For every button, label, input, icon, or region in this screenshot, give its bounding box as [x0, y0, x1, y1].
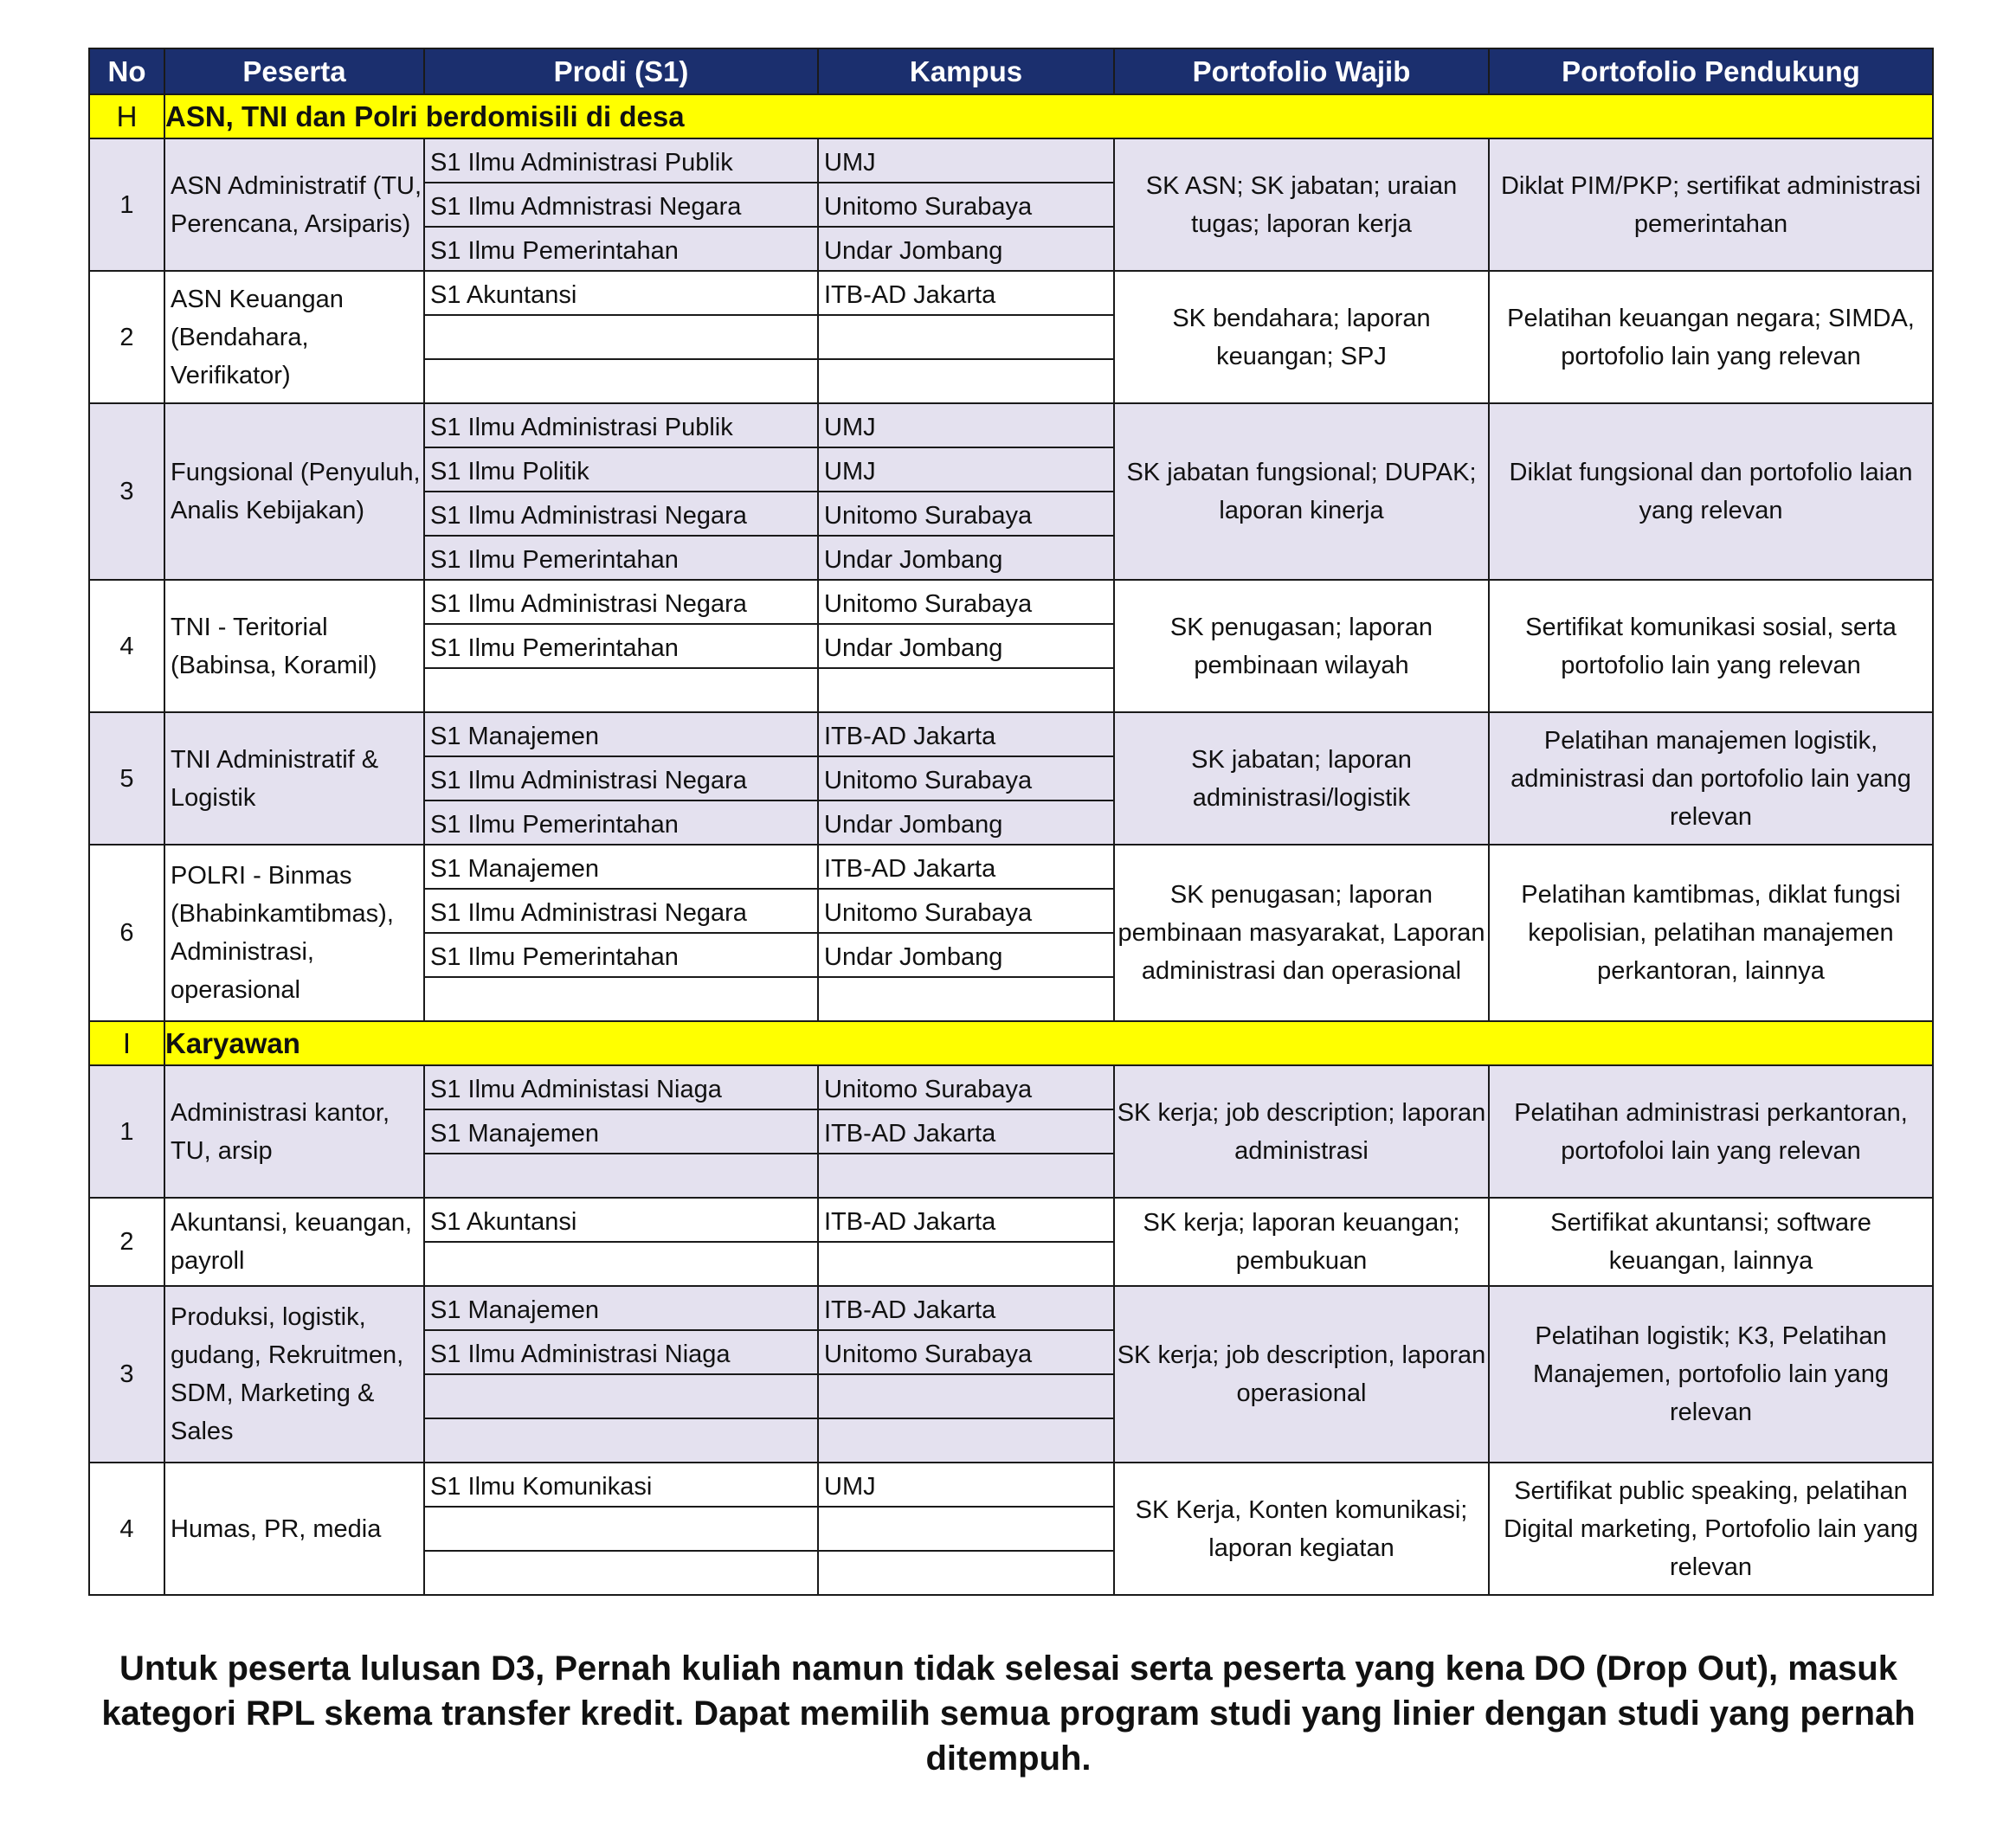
row-kampus: Unitomo Surabaya — [818, 1065, 1114, 1109]
row-kampus: Unitomo Surabaya — [818, 183, 1114, 227]
row-prodi — [424, 977, 818, 1021]
table-row — [89, 1463, 1933, 1507]
row-peserta: TNI - Teritorial (Babinsa, Koramil) — [164, 580, 424, 712]
row-portofolio-wajib: SK kerja; job description; laporan administrasi — [1114, 1065, 1489, 1198]
row-portofolio-pendukung: Diklat fungsional dan portofolio laian yang relevan — [1489, 403, 1933, 580]
table-row — [89, 1198, 1933, 1242]
row-kampus: ITB-AD Jakarta — [818, 271, 1114, 315]
row-kampus: UMJ — [818, 1463, 1114, 1507]
row-prodi: S1 Ilmu Pemerintahan — [424, 536, 818, 580]
row-peserta: ASN Keuangan (Bendahara, Verifikator) — [164, 271, 424, 403]
row-kampus: Undar Jombang — [818, 800, 1114, 845]
row-portofolio-wajib: SK jabatan; laporan administrasi/logistik — [1114, 712, 1489, 845]
row-peserta: TNI Administratif & Logistik — [164, 712, 424, 845]
row-portofolio-pendukung: Sertifikat akuntansi; software keuangan, lainnya — [1489, 1198, 1933, 1286]
row-prodi — [424, 1418, 818, 1463]
table-row — [89, 845, 1933, 889]
row-peserta: Produksi, logistik, gudang, Rekruitmen, SDM, Marketing & Sales — [164, 1286, 424, 1463]
row-portofolio-wajib: SK jabatan fungsional; DUPAK; laporan kinerja — [1114, 403, 1489, 580]
row-prodi — [424, 315, 818, 359]
portfolio-table — [88, 48, 1934, 1596]
row-no: 1 — [89, 1065, 164, 1198]
row-kampus: ITB-AD Jakarta — [818, 1286, 1114, 1330]
row-prodi: S1 Manajemen — [424, 1109, 818, 1154]
row-kampus — [818, 1242, 1114, 1286]
row-prodi: S1 Akuntansi — [424, 1198, 818, 1242]
row-kampus: ITB-AD Jakarta — [818, 712, 1114, 756]
row-prodi: S1 Ilmu Administrasi Publik — [424, 403, 818, 447]
row-prodi: S1 Ilmu Komunikasi — [424, 1463, 818, 1507]
row-kampus: ITB-AD Jakarta — [818, 1198, 1114, 1242]
footnote: Untuk peserta lulusan D3, Pernah kuliah namun tidak selesai serta peserta yang kena DO (Drop Out), masuk kategori RPL skema transfer kredit. Dapat memilih semua program studi yang linier dengan studi yang pernah ditempuh. — [101, 1649, 1916, 1778]
section-code: I — [89, 1021, 164, 1065]
row-portofolio-pendukung: Sertifikat public speaking, pelatihan Digital marketing, Portofolio lain yang relevan — [1489, 1463, 1933, 1595]
row-prodi: S1 Ilmu Pemerintahan — [424, 624, 818, 668]
row-peserta: Humas, PR, media — [164, 1463, 424, 1595]
header-portofolio-wajib: Portofolio Wajib — [1114, 48, 1489, 94]
row-portofolio-pendukung: Pelatihan administrasi perkantoran, portofoloi lain yang relevan — [1489, 1065, 1933, 1198]
row-kampus: Unitomo Surabaya — [818, 1330, 1114, 1374]
row-portofolio-wajib: SK kerja; laporan keuangan; pembukuan — [1114, 1198, 1489, 1286]
header-prodi: Prodi (S1) — [424, 48, 818, 94]
section-row — [89, 94, 1933, 138]
row-no: 3 — [89, 403, 164, 580]
table-row — [89, 1065, 1933, 1109]
row-kampus: Unitomo Surabaya — [818, 756, 1114, 800]
row-no: 3 — [89, 1286, 164, 1463]
row-prodi — [424, 668, 818, 712]
row-portofolio-pendukung: Pelatihan kamtibmas, diklat fungsi kepolisian, pelatihan manajemen perkantoran, lainnya — [1489, 845, 1933, 1021]
row-kampus — [818, 1374, 1114, 1418]
row-prodi: S1 Ilmu Administrasi Negara — [424, 756, 818, 800]
row-prodi: S1 Manajemen — [424, 845, 818, 889]
row-no: 4 — [89, 1463, 164, 1595]
row-kampus: UMJ — [818, 138, 1114, 183]
row-prodi: S1 Ilmu Administasi Niaga — [424, 1065, 818, 1109]
row-peserta: Akuntansi, keuangan, payroll — [164, 1198, 424, 1286]
row-portofolio-wajib: SK Kerja, Konten komunikasi; laporan kegiatan — [1114, 1463, 1489, 1595]
row-kampus: UMJ — [818, 447, 1114, 492]
row-no: 2 — [89, 1198, 164, 1286]
row-kampus: Unitomo Surabaya — [818, 580, 1114, 624]
row-prodi: S1 Ilmu Pemerintahan — [424, 933, 818, 977]
row-prodi — [424, 1551, 818, 1595]
row-kampus: Unitomo Surabaya — [818, 889, 1114, 933]
row-prodi: S1 Ilmu Administrasi Negara — [424, 580, 818, 624]
row-prodi: S1 Ilmu Pemerintahan — [424, 227, 818, 271]
row-prodi: S1 Ilmu Administrasi Publik — [424, 138, 818, 183]
row-kampus — [818, 668, 1114, 712]
row-kampus — [818, 1507, 1114, 1551]
header-portofolio-pendukung: Portofolio Pendukung — [1489, 48, 1933, 94]
row-portofolio-wajib: SK penugasan; laporan pembinaan masyarakat, Laporan administrasi dan operasional — [1114, 845, 1489, 1021]
row-prodi: S1 Akuntansi — [424, 271, 818, 315]
row-prodi — [424, 1154, 818, 1198]
row-no: 4 — [89, 580, 164, 712]
row-prodi — [424, 1242, 818, 1286]
row-kampus: Undar Jombang — [818, 536, 1114, 580]
row-portofolio-wajib: SK ASN; SK jabatan; uraian tugas; laporan kerja — [1114, 138, 1489, 271]
row-kampus — [818, 315, 1114, 359]
row-portofolio-wajib: SK bendahara; laporan keuangan; SPJ — [1114, 271, 1489, 403]
row-portofolio-pendukung: Pelatihan keuangan negara; SIMDA, portofolio lain yang relevan — [1489, 271, 1933, 403]
row-kampus — [818, 1551, 1114, 1595]
row-peserta: POLRI - Binmas (Bhabinkamtibmas), Administrasi, operasional — [164, 845, 424, 1021]
row-portofolio-wajib: SK kerja; job description, laporan operasional — [1114, 1286, 1489, 1463]
row-portofolio-wajib: SK penugasan; laporan pembinaan wilayah — [1114, 580, 1489, 712]
row-portofolio-pendukung: Pelatihan manajemen logistik, administrasi dan portofolio lain yang relevan — [1489, 712, 1933, 845]
row-prodi — [424, 359, 818, 403]
row-prodi: S1 Manajemen — [424, 712, 818, 756]
row-kampus — [818, 1418, 1114, 1463]
table-row — [89, 580, 1933, 624]
row-peserta: Administrasi kantor, TU, arsip — [164, 1065, 424, 1198]
table-row — [89, 1286, 1933, 1330]
row-prodi: S1 Ilmu Admnistrasi Negara — [424, 183, 818, 227]
table-row — [89, 138, 1933, 183]
header-peserta: Peserta — [164, 48, 424, 94]
row-kampus: ITB-AD Jakarta — [818, 1109, 1114, 1154]
row-portofolio-pendukung: Pelatihan logistik; K3, Pelatihan Manajemen, portofolio lain yang relevan — [1489, 1286, 1933, 1463]
row-kampus: ITB-AD Jakarta — [818, 845, 1114, 889]
header-kampus: Kampus — [818, 48, 1114, 94]
section-title: Karyawan — [164, 1021, 1933, 1065]
row-no: 2 — [89, 271, 164, 403]
row-prodi: S1 Manajemen — [424, 1286, 818, 1330]
row-kampus: Undar Jombang — [818, 933, 1114, 977]
row-no: 1 — [89, 138, 164, 271]
row-portofolio-pendukung: Sertifikat komunikasi sosial, serta portofolio lain yang relevan — [1489, 580, 1933, 712]
row-peserta: Fungsional (Penyuluh, Analis Kebijakan) — [164, 403, 424, 580]
row-prodi: S1 Ilmu Pemerintahan — [424, 800, 818, 845]
row-peserta: ASN Administratif (TU, Perencana, Arsiparis) — [164, 138, 424, 271]
row-prodi — [424, 1374, 818, 1418]
row-no: 5 — [89, 712, 164, 845]
row-prodi: S1 Ilmu Administrasi Negara — [424, 492, 818, 536]
table-row — [89, 712, 1933, 756]
row-prodi: S1 Ilmu Administrasi Niaga — [424, 1330, 818, 1374]
header-no: No — [89, 48, 164, 94]
row-kampus — [818, 977, 1114, 1021]
row-prodi: S1 Ilmu Administrasi Negara — [424, 889, 818, 933]
row-prodi: S1 Ilmu Politik — [424, 447, 818, 492]
section-title: ASN, TNI dan Polri berdomisili di desa — [164, 94, 1933, 138]
row-kampus: Undar Jombang — [818, 227, 1114, 271]
table-row — [89, 271, 1933, 315]
row-portofolio-pendukung: Diklat PIM/PKP; sertifikat administrasi pemerintahan — [1489, 138, 1933, 271]
row-kampus: Undar Jombang — [818, 624, 1114, 668]
section-row — [89, 1021, 1933, 1065]
row-kampus — [818, 1154, 1114, 1198]
row-kampus: Unitomo Surabaya — [818, 492, 1114, 536]
section-code: H — [89, 94, 164, 138]
table-header-row — [89, 48, 1933, 94]
row-kampus — [818, 359, 1114, 403]
row-kampus: UMJ — [818, 403, 1114, 447]
table-row — [89, 403, 1933, 447]
row-no: 6 — [89, 845, 164, 1021]
row-prodi — [424, 1507, 818, 1551]
